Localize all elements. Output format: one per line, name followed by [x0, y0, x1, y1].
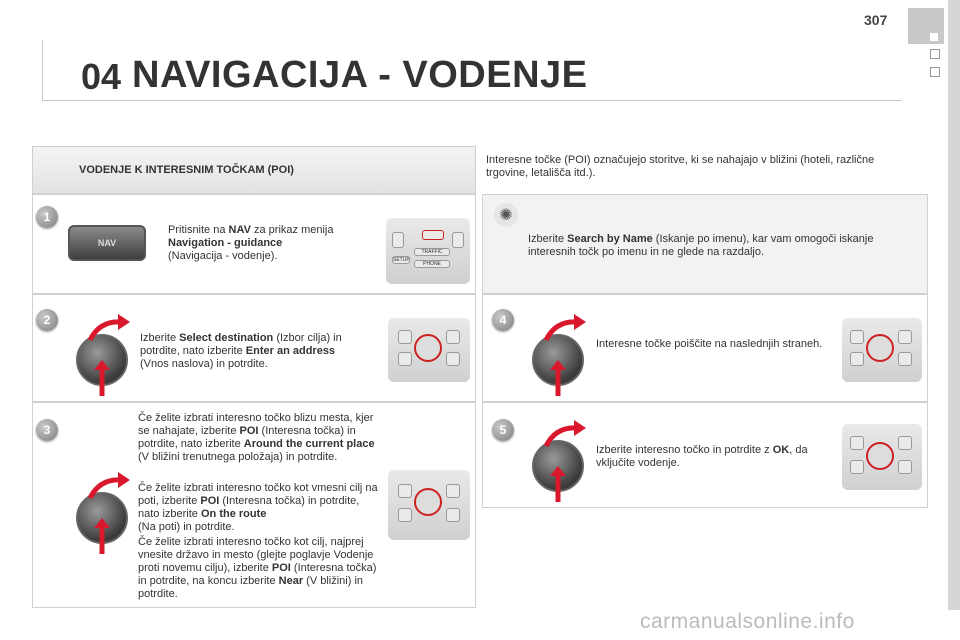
rotate-arrow-icon [82, 466, 132, 558]
step-2-text: Izberite Select destination (Izbor cilja) in potrdite, nato izberite Enter an address (Vnos naslova) in potrdite. [140, 332, 342, 370]
rotate-arrow-icon [538, 414, 588, 506]
phone-label: PHONE [414, 260, 450, 268]
section-title: VODENJE K INTERESNIM TOČKAM (POI) [79, 164, 294, 176]
corner-square [930, 67, 940, 77]
rotate-arrow-icon [82, 308, 132, 400]
step-5-text: Izberite interesno točko in potrdite z OK, da vključite vodenje. [596, 444, 808, 469]
traffic-label: TRAFFIC [414, 248, 450, 256]
step-badge-1: 1 [36, 206, 58, 228]
rotate-arrow-icon [538, 308, 588, 400]
header-bracket [42, 40, 76, 100]
device-panel-5 [842, 424, 922, 490]
side-bar [948, 0, 960, 610]
lightbulb-icon: ✺ [494, 203, 518, 227]
step-badge-3: 3 [36, 419, 58, 441]
intro-text: Interesne točke (POI) označujejo storitve, ki se nahajajo v bližini (hoteli, različne trgovine, letališča itd.). [486, 154, 875, 179]
section-header-box [32, 146, 476, 194]
step-1-text: Pritisnite na NAV za prikaz menija Navigation - guidance (Navigacija - vodenje). [168, 224, 334, 262]
step-badge-5: 5 [492, 419, 514, 441]
tip-text: Izberite Search by Name (Iskanje po imenu), kar vam omogoči iskanje interesnih točk po imenu in ne glede na razdaljo. [528, 233, 874, 258]
header-divider [42, 100, 902, 101]
device-panel-1 [386, 218, 470, 284]
corner-marker [930, 33, 938, 41]
step-3-text-3: Če želite izbrati interesno točko kot cilj, najprej vnesite državo in mesto (glejte poglavje Vodenje proti novemu cilju), izberite POI (Interesna točka) in potrdite, na koncu izberite Near (V bližini) in potrdite. [138, 536, 377, 600]
step-badge-4: 4 [492, 309, 514, 331]
chapter-title: NAVIGACIJA - VODENJE [132, 54, 588, 96]
step-badge-2: 2 [36, 309, 58, 331]
watermark: carmanualsonline.info [640, 610, 855, 633]
step-3-text-2: Če želite izbrati interesno točko kot vmesni cilj na poti, izberite POI (Interesna točka) in potrdite, nato izberite On the route (Na poti) in potrdite. [138, 482, 378, 533]
step-3-text-1: Če želite izbrati interesno točko blizu mesta, kjer se nahajate, izberite POI (Interesna točka) in potrdite, nato izberite Around the current place (V bližini trenutnega položaja) in potrdite. [138, 412, 375, 463]
page-number: 307 [864, 12, 888, 28]
corner-square [930, 49, 940, 59]
device-panel-2 [388, 318, 470, 382]
device-panel-3 [388, 470, 470, 540]
step-4-text: Interesne točke poiščite na naslednjih straneh. [596, 338, 823, 350]
setup-label: SETUP [393, 257, 410, 263]
nav-button: NAV [68, 225, 146, 261]
device-panel-4 [842, 318, 922, 382]
corner-tab [908, 8, 944, 44]
chapter-number: 04 [81, 56, 122, 97]
